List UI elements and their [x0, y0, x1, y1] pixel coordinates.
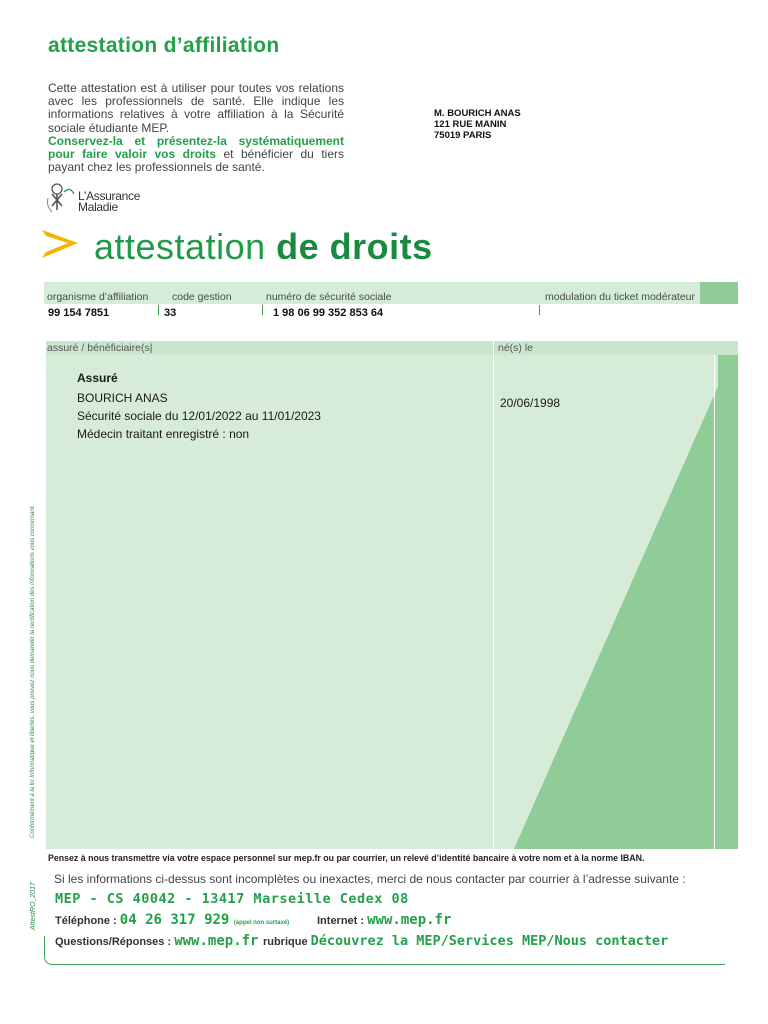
droits-header-accent [700, 282, 738, 304]
rubrique-link[interactable]: Découvrez la MEP/Services MEP/Nous contacter [310, 933, 669, 949]
col-modulation-label: modulation du ticket modérateur [545, 291, 695, 303]
questions-link[interactable]: www.mep.fr [174, 933, 259, 949]
iban-note: Pensez à nous transmettre via votre espace personnel sur mep.fr ou par courrier, un relevé d’identité bancaire à votre nom et à la norme IBAN. [48, 853, 645, 863]
intro-text-end: et bénéficier du tiers payant chez les professionnels de santé. [48, 147, 344, 175]
questions-label: Questions/Réponses : [55, 936, 175, 948]
footer-border [44, 936, 725, 965]
logo-line-2: Maladie [78, 200, 118, 214]
legal-side-note: Conformément à la loi Informatique et libertés, vous pouvez nous demander la rectification des informations vous concernant. [30, 504, 36, 838]
col-ne-label: né(s) le [498, 342, 534, 354]
main-title-part1: attestation [94, 226, 266, 267]
main-title [94, 226, 433, 268]
column-divider [158, 305, 159, 315]
panel-divider [493, 341, 494, 849]
phone-row [55, 911, 289, 929]
contact-address: MEP - CS 40042 - 13417 Marseille Cedex 08 [55, 891, 409, 907]
phone-number[interactable]: 04 26 317 929 [119, 912, 230, 928]
internet-row [317, 911, 451, 929]
col-nss-label: numéro de sécurité sociale [266, 291, 392, 303]
decorative-triangle [514, 341, 738, 849]
column-divider [539, 305, 540, 315]
address-name: M. BOURICH ANAS [434, 108, 521, 119]
intro-highlight: Conservez-la et présentez-la systématiquement pour faire valoir vos droits [48, 133, 344, 162]
address-street: 121 RUE MANIN [434, 119, 507, 130]
intro-text: Cette attestation est à utiliser pour toutes vos relations avec les professionnels de santé. Elle indique les informations relatives à votre affiliation à la Sécurité sociale étudiante MEP. [48, 81, 344, 135]
phone-note: (appel non surtaxé) [233, 920, 290, 926]
intro-paragraph [48, 82, 344, 174]
col-organisme-label: organisme d’affiliation [47, 291, 149, 303]
beneficiary-name: BOURICH ANAS [77, 391, 168, 405]
logo-line-1: L’Assurance [78, 189, 141, 203]
address-city: 75019 PARIS [434, 130, 492, 141]
logo-text [78, 191, 140, 213]
contact-intro: Si les informations ci-dessus sont incomplètes ou inexactes, merci de nous contacter par courrier à l’adresse suivante : [54, 872, 686, 886]
nss-value: 1 98 06 99 352 853 64 [273, 307, 384, 319]
internet-link[interactable]: www.mep.fr [367, 912, 452, 928]
chevron-right-icon [40, 228, 80, 262]
panel-divider [714, 355, 715, 849]
coverage-period: Sécurité sociale du 12/01/2022 au 11/01/2023 [77, 409, 321, 423]
decorative-strip [718, 341, 738, 849]
column-divider [262, 305, 263, 315]
birth-date: 20/06/1998 [500, 396, 561, 410]
assure-heading: Assuré [77, 371, 118, 385]
col-code-label: code gestion [172, 291, 232, 303]
document-code: AttestRO_2017 [30, 882, 37, 930]
rubrique-label: rubrique [262, 936, 311, 948]
organisme-value: 99 154 7851 [48, 307, 110, 319]
phone-label: Téléphone : [55, 915, 120, 927]
col-assure-label: assuré / bénéficiaire(s| [47, 342, 153, 354]
recipient-address [434, 108, 521, 141]
document-title: attestation d’affiliation [48, 34, 280, 57]
internet-label: Internet : [317, 915, 368, 927]
code-value: 33 [164, 307, 177, 319]
medecin-traitant: Médecin traitant enregistré : non [77, 427, 250, 441]
main-title-part2: de droits [276, 226, 433, 267]
